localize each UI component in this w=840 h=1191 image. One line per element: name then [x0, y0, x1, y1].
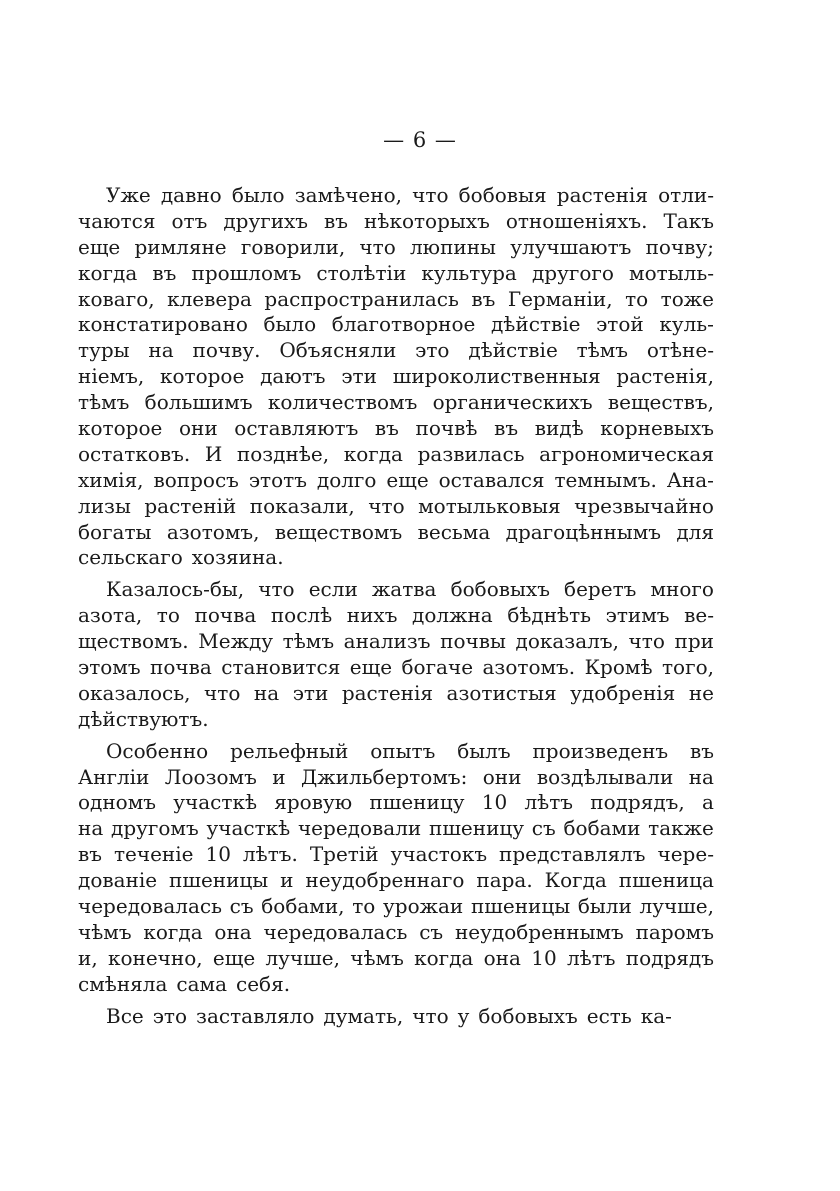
word: что: [204, 680, 241, 705]
text-line: [78, 442, 714, 468]
word: другого: [531, 260, 614, 285]
word: видѣ: [534, 416, 584, 441]
word: должна: [412, 603, 493, 628]
word: туры: [78, 338, 130, 363]
word: на: [78, 816, 104, 841]
word: для: [676, 519, 714, 544]
word: органическихъ: [432, 390, 593, 415]
text-line: [78, 816, 714, 842]
word: бѣднѣть: [507, 603, 592, 628]
word: въ: [78, 842, 102, 867]
word: того,: [661, 655, 714, 680]
word: Уже: [106, 183, 151, 207]
word: тѣмъ: [78, 390, 130, 415]
word: долго: [316, 467, 377, 492]
word: куль-: [659, 312, 714, 337]
word: эти: [341, 364, 377, 389]
text-line: [78, 868, 714, 894]
word: почва: [194, 603, 257, 628]
word: мотыль-: [629, 260, 714, 285]
word: дѣйствіе: [490, 312, 581, 337]
word: дѣйствуютъ.: [78, 706, 209, 731]
word: 10: [481, 790, 508, 815]
word: съ: [419, 919, 444, 944]
word: тѣмъ: [576, 338, 629, 363]
word: становится: [221, 655, 341, 680]
word: еще: [349, 655, 393, 680]
word: есть: [586, 1003, 632, 1028]
word: замѣчено,: [294, 183, 402, 207]
text-line: [78, 1004, 714, 1030]
word: чѣмъ: [78, 919, 132, 944]
word: ка-: [640, 1003, 672, 1028]
word: лизы: [78, 493, 131, 518]
word: было: [263, 312, 317, 337]
word: чередовали: [297, 816, 422, 841]
word: ніемъ,: [78, 364, 145, 389]
word: это: [152, 1003, 188, 1028]
word: тоже: [660, 286, 714, 311]
word: думать,: [323, 1003, 404, 1028]
word: химія,: [78, 467, 144, 492]
text-line: [78, 468, 714, 494]
word: ве-: [684, 603, 714, 628]
word: что: [412, 1003, 449, 1028]
word: лѣтъ: [524, 790, 573, 815]
word: Все: [106, 1003, 144, 1028]
word: сама: [176, 971, 228, 996]
word: Такъ: [663, 208, 714, 233]
word: теченіе: [113, 842, 194, 867]
word: нѣкоторыхъ: [364, 208, 490, 233]
word: было: [231, 183, 285, 207]
word: азотистыя: [446, 680, 557, 705]
word: то: [156, 603, 180, 628]
word: что: [412, 183, 449, 207]
word: жатва: [371, 577, 437, 602]
word: яровую: [274, 790, 353, 815]
word: урожаи: [383, 894, 464, 919]
word: съ: [229, 894, 254, 919]
word: лѣтъ.: [242, 842, 298, 867]
word: при: [674, 629, 714, 654]
word: Между: [198, 629, 274, 654]
word: почва: [150, 655, 212, 680]
word: подрядъ: [625, 945, 714, 970]
word: сельскаго: [78, 545, 183, 570]
word: когда: [414, 945, 474, 970]
word: давно: [160, 183, 222, 207]
word: благотворное: [331, 312, 476, 337]
word: въ: [152, 260, 177, 285]
word: были: [577, 894, 632, 919]
word: Англіи: [78, 764, 150, 789]
word: что: [368, 493, 405, 518]
word: она: [483, 945, 521, 970]
word: почвы: [440, 629, 506, 654]
word: воздѣлывали: [536, 764, 674, 789]
word: агрономическая: [539, 441, 714, 466]
word: прошломъ: [191, 260, 302, 285]
text-line: [78, 338, 714, 364]
word: пшеницу: [369, 790, 465, 815]
word: и: [280, 868, 294, 893]
word: 10: [205, 842, 231, 867]
word: въ: [324, 208, 349, 233]
word: на: [148, 338, 174, 363]
word: когда: [78, 260, 138, 285]
text-line: [78, 209, 714, 235]
word: почвѣ: [415, 416, 478, 441]
word: Джильбертомъ:: [300, 764, 468, 789]
word: смѣняла: [78, 971, 168, 996]
word: отѣне-: [646, 338, 714, 363]
word: Когда: [544, 868, 607, 893]
word: Третій: [309, 842, 379, 867]
word: которое: [159, 364, 245, 389]
word: конечно,: [107, 945, 203, 970]
word: этимъ: [605, 603, 670, 628]
text-line: [78, 739, 714, 765]
word: эти: [292, 680, 329, 705]
word: одномъ: [78, 790, 157, 815]
word: отношеніяхъ.: [505, 208, 648, 233]
text-line: [78, 603, 714, 629]
text-line: [78, 520, 714, 546]
word: что: [359, 234, 396, 259]
text-line: [78, 416, 714, 442]
word: чере-: [657, 842, 714, 867]
word: растенія,: [616, 364, 714, 389]
word: анализъ: [343, 629, 431, 654]
text-line: [78, 364, 714, 390]
word: то: [352, 894, 376, 919]
word: тѣмъ: [282, 629, 335, 654]
word: почву;: [645, 234, 714, 259]
word: Кромѣ: [584, 655, 653, 680]
word: улучшаютъ: [510, 234, 632, 259]
word: себя.: [236, 971, 291, 996]
text-line: [78, 920, 714, 946]
word: въ: [690, 738, 714, 763]
word: въ: [471, 286, 496, 311]
word: чередовалась: [78, 894, 222, 919]
word: чрезвычайно: [574, 493, 714, 518]
word: Германіи,: [507, 286, 613, 311]
word: веществъ,: [607, 390, 714, 415]
word: и: [272, 764, 286, 789]
word: Объясняли: [279, 338, 397, 363]
word: когда: [343, 441, 403, 466]
word: Лоозомъ: [164, 764, 257, 789]
text-line: [78, 183, 714, 209]
text-line: [78, 577, 714, 603]
text-line: [78, 312, 714, 338]
word: рельефный: [230, 738, 349, 763]
word: участкѣ: [206, 816, 291, 841]
word: не: [688, 680, 714, 705]
text-line: [78, 972, 714, 998]
word: былъ: [457, 738, 511, 763]
word: еще: [386, 467, 429, 492]
word: нихъ: [346, 603, 398, 628]
word: оставляютъ: [234, 416, 359, 441]
word: также: [648, 816, 714, 841]
word: азота,: [78, 603, 143, 628]
text-line: [78, 261, 714, 287]
word: развилась: [417, 441, 525, 466]
text-line: [78, 946, 714, 972]
word: хозяина.: [191, 545, 284, 570]
word: корневыхъ: [600, 416, 714, 441]
word: растенія: [556, 183, 648, 207]
word: неудобреннаго: [305, 868, 465, 893]
word: клевера: [167, 286, 252, 311]
word: мотыльковыя: [418, 493, 561, 518]
text-line: [78, 629, 714, 655]
word: паромъ: [635, 919, 714, 944]
word: на: [688, 764, 714, 789]
word: констатировано: [78, 312, 248, 337]
word: что: [628, 629, 665, 654]
word: съ: [531, 816, 556, 841]
word: неудобреннымъ: [454, 919, 624, 944]
word: когда: [143, 919, 203, 944]
word: богаты: [78, 519, 152, 544]
text-line: [78, 842, 714, 868]
word: весьма: [417, 519, 491, 544]
word: это: [415, 338, 450, 363]
word: пшеницы: [470, 894, 571, 919]
word: драгоцѣннымъ: [505, 519, 661, 544]
word: подрядъ,: [590, 790, 685, 815]
text-line: [78, 765, 714, 791]
word: чѣмъ: [350, 945, 404, 970]
word: пшеница: [618, 868, 714, 893]
word: культура: [421, 260, 517, 285]
word: еще: [212, 945, 256, 970]
word: коваго,: [78, 286, 155, 311]
word: говорили,: [240, 234, 346, 259]
word: дѣйствіе: [468, 338, 558, 363]
word: бобами: [563, 816, 641, 841]
word: ществомъ.: [78, 629, 189, 654]
word: они: [178, 416, 218, 441]
word: пшеницы: [169, 868, 269, 893]
word: Особенно: [106, 738, 209, 763]
word: бобовыхъ: [450, 577, 550, 602]
word: доказалъ,: [515, 629, 619, 654]
word: а: [702, 790, 714, 815]
word: Ана-: [666, 467, 714, 492]
word: лѣтъ: [566, 945, 616, 970]
word: въ: [494, 416, 519, 441]
word: этой: [596, 312, 644, 337]
text-line: [78, 655, 714, 681]
word: которое: [78, 416, 163, 441]
word: чередовалась: [263, 919, 408, 944]
word: опытъ: [370, 738, 436, 763]
word: если: [308, 577, 358, 602]
text-line: [78, 235, 714, 261]
word: другомъ: [111, 816, 199, 841]
word: количествомъ: [267, 390, 418, 415]
word: вопросъ: [153, 467, 239, 492]
word: лучше,: [639, 894, 714, 919]
body-text: [78, 183, 714, 1030]
word: богаче: [401, 655, 474, 680]
word: показали,: [249, 493, 355, 518]
word: произведенъ: [532, 738, 669, 763]
word: даютъ: [260, 364, 326, 389]
word: этомъ: [78, 655, 141, 680]
word: у: [457, 1003, 470, 1028]
word: римляне: [134, 234, 227, 259]
text-line: [78, 707, 714, 733]
word: азотомъ.: [482, 655, 576, 680]
text-line: [78, 390, 714, 416]
word: бобовыхъ: [478, 1003, 578, 1028]
word: она: [214, 919, 252, 944]
word: много: [650, 577, 714, 602]
word: и,: [78, 945, 98, 970]
word: оказалось,: [78, 680, 191, 705]
word: дованіе: [78, 868, 158, 893]
word: то: [625, 286, 649, 311]
word: заставляло: [196, 1003, 315, 1028]
word: растеній: [144, 493, 237, 518]
word: отъ: [171, 208, 208, 233]
word: беретъ: [564, 577, 637, 602]
word: на: [253, 680, 280, 705]
text-line: [78, 790, 714, 816]
word: оставался: [438, 467, 545, 492]
word: широколиственныя: [392, 364, 601, 389]
word: участкѣ: [173, 790, 258, 815]
word: почву.: [192, 338, 261, 363]
text-line: [78, 494, 714, 520]
word: пшеницу: [428, 816, 525, 841]
word: остатковъ.: [78, 441, 191, 466]
word: еще: [78, 234, 121, 259]
word: другихъ: [223, 208, 309, 233]
word: этотъ: [248, 467, 307, 492]
word: чаются: [78, 208, 156, 233]
word: въ: [374, 416, 399, 441]
word: люпины: [409, 234, 496, 259]
word: 10: [531, 945, 557, 970]
word: распространилась: [264, 286, 459, 311]
word: азотомъ,: [166, 519, 260, 544]
text-line: [78, 681, 714, 707]
word: представлялъ: [499, 842, 646, 867]
word: пара.: [476, 868, 533, 893]
page-number: — 6 —: [383, 128, 457, 152]
word: бобами,: [261, 894, 345, 919]
word: бобовыя: [458, 183, 547, 207]
word: удобренія: [570, 680, 676, 705]
word: растенія: [341, 680, 433, 705]
text-line: [78, 894, 714, 920]
text-line: [78, 287, 714, 313]
word: И: [204, 441, 223, 466]
word: позднѣе,: [236, 441, 330, 466]
word: отли-: [658, 183, 714, 207]
word: послѣ: [270, 603, 333, 628]
word: участокъ: [390, 842, 488, 867]
text-line: [78, 545, 714, 571]
word: столѣтіи: [316, 260, 407, 285]
word: они: [482, 764, 522, 789]
word: большимъ: [144, 390, 253, 415]
word: что: [258, 577, 295, 602]
word: веществомъ: [274, 519, 403, 544]
word: лучше,: [265, 945, 340, 970]
word: темнымъ.: [554, 467, 657, 492]
word: Казалось-бы,: [106, 577, 245, 602]
